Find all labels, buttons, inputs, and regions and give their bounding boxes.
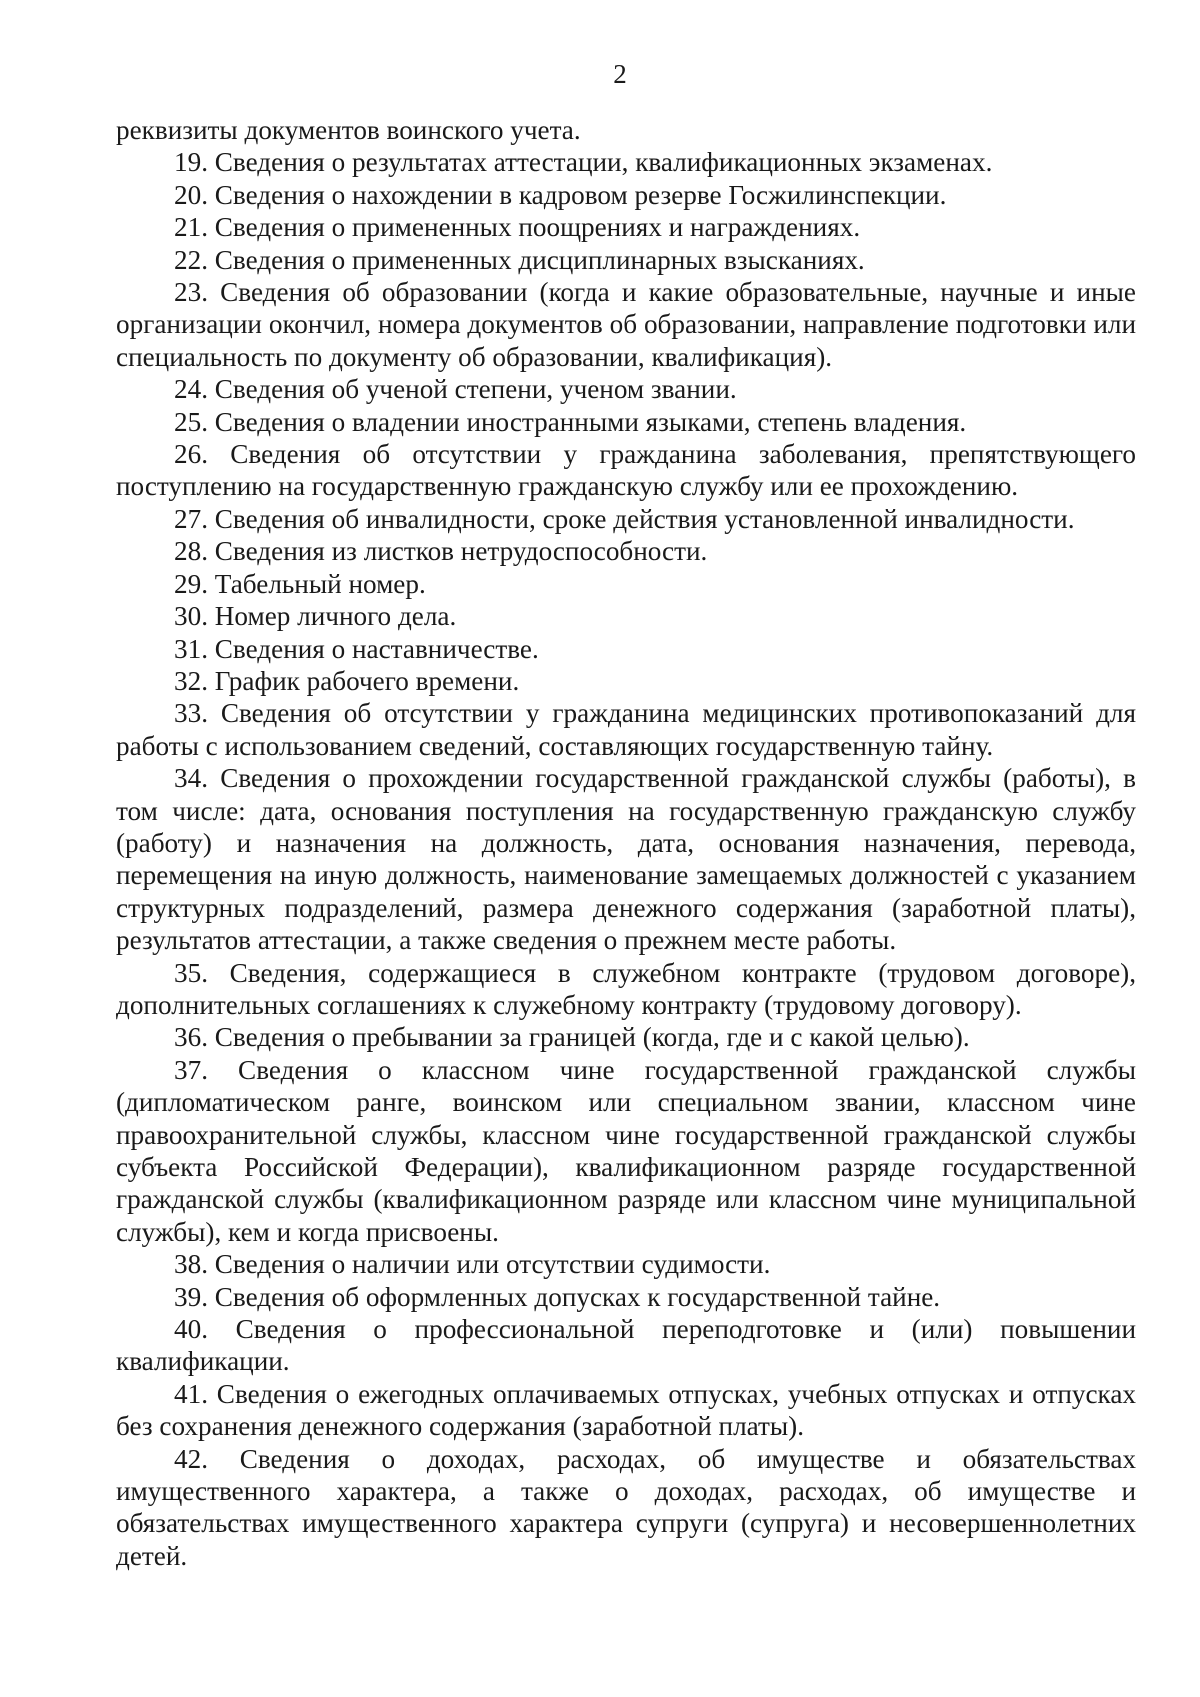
document-body: [116, 114, 1136, 1572]
list-item-36: 36. Сведения о пребывании за границей (когда, где и с какой целью).: [174, 1022, 970, 1053]
list-item-41: 41. Сведения о ежегодных оплачиваемых отпусках, учебных отпусках и отпусках без сохранения денежного содержания (заработной платы).: [116, 1378, 1136, 1442]
list-item-27: 27. Сведения об инвалидности, сроке действия установленной инвалидности.: [174, 503, 1075, 534]
page-number: 2: [613, 59, 627, 89]
list-item-33: 33. Сведения об отсутствии у гражданина медицинских противопоказаний для работы с использованием сведений, составляющих государственную тайну.: [116, 698, 1136, 761]
list-item-21: 21. Сведения о примененных поощрениях и награждениях.: [174, 212, 861, 243]
list-item-29: 29. Табельный номер.: [174, 568, 426, 599]
list-item-39: 39. Сведения об оформленных допусках к государственной тайне.: [174, 1281, 941, 1312]
list-item-24: 24. Сведения об ученой степени, ученом звании.: [174, 374, 737, 405]
list-item-35: 35. Сведения, содержащиеся в служебном контракте (трудовом договоре), дополнительных соглашениях к служебному контракту (трудовому договору).: [116, 957, 1136, 1020]
list-item-34: 34. Сведения о прохождении государственной гражданской службы (работы), в том числе: дата, основания поступления на государственную гражданскую службу (работу) и назначения на должность, дата, основания назначения, перевода, перемещения на иную должность, наименование замещаемых должностей с указанием структурных подразделений, размера денежного содержания (заработной платы), результатов аттестации, а также сведения о прежнем месте работы.: [116, 763, 1136, 956]
list-item-26: 26. Сведения об отсутствии у гражданина заболевания, препятствующего поступлению на государственную гражданскую службу или ее прохождению.: [116, 439, 1136, 502]
list-item-42: 42. Сведения о доходах, расходах, об имуществе и обязательствах имущественного характера, а также о доходах, расходах, об имуществе и обязательствах имущественного характера супруги (супруга) и несовершеннолетних детей.: [116, 1443, 1136, 1571]
list-item-19: 19. Сведения о результатах аттестации, квалификационных экзаменах.: [174, 147, 993, 178]
list-item-20: 20. Сведения о нахождении в кадровом резерве Госжилинспекции.: [174, 179, 947, 210]
list-item-40: 40. Сведения о профессиональной переподготовке и (или) повышении квалификации.: [116, 1314, 1136, 1377]
list-item-23: 23. Сведения об образовании (когда и какие образовательные, научные и иные организации окончил, номера документов об образовании, направление подготовки или специальность по документу об образовании, квалификация).: [116, 277, 1136, 372]
paragraph-continuation: реквизиты документов воинского учета.: [116, 115, 581, 145]
list-item-25: 25. Сведения о владении иностранными языками, степень владения.: [174, 406, 967, 437]
list-item-30: 30. Номер личного дела.: [174, 601, 457, 632]
list-item-32: 32. График рабочего времени.: [174, 665, 520, 696]
list-item-28: 28. Сведения из листков нетрудоспособности.: [174, 536, 708, 567]
list-item-22: 22. Сведения о примененных дисциплинарных взысканиях.: [174, 244, 865, 275]
list-item-38: 38. Сведения о наличии или отсутствии судимости.: [174, 1249, 771, 1280]
list-item-37: 37. Сведения о классном чине государственной гражданской службы (дипломатическом ранге, воинском или специальном звании, классном чине правоохранительной службы, классном чине государственной гражданской службы субъекта Российской Федерации), квалификационном разряде государственной гражданской службы (квалификационном разряде или классном чине муниципальной службы), кем и когда присвоены.: [116, 1054, 1136, 1247]
list-item-31: 31. Сведения о наставничестве.: [174, 633, 539, 664]
